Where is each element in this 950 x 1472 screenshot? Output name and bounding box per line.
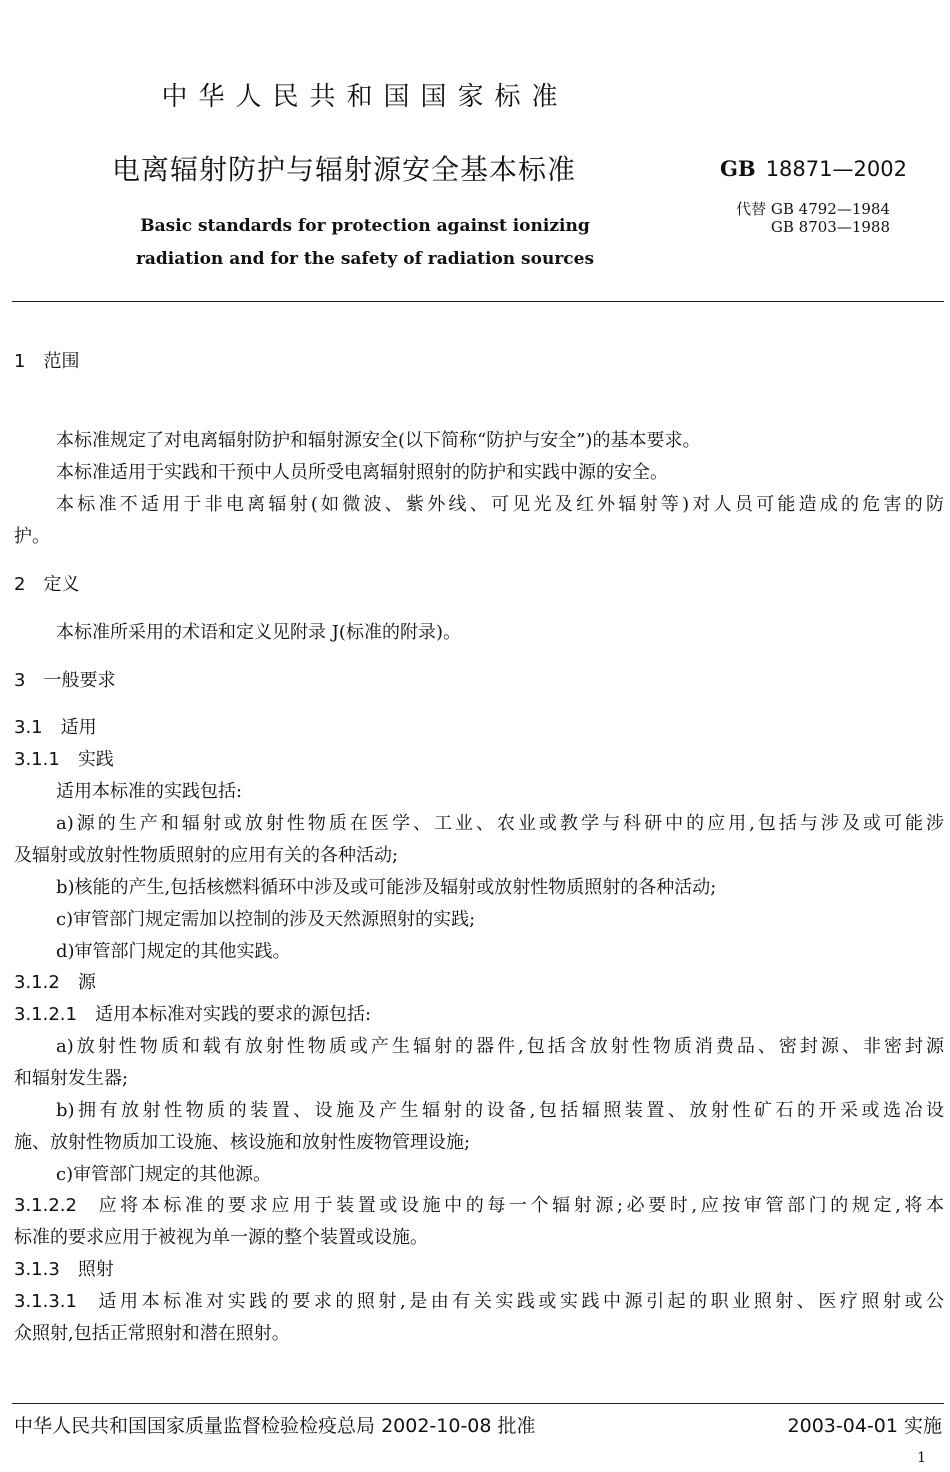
section-heading-2: 2 定义 [14, 574, 80, 595]
document-title-cn: 电离辐射防护与辐射源安全基本标准 [112, 153, 577, 186]
list-item: c)审管部门规定需加以控制的涉及天然源照射的实践; [56, 909, 476, 930]
paragraph-line: 众照射,包括正常照射和潜在照射。 [14, 1323, 290, 1344]
section-heading-3-1-3: 3.1.3 照射 [14, 1259, 114, 1280]
list-item: d)审管部门规定的其他实践。 [56, 941, 291, 962]
paragraph-line: 适用本标准的实践包括: [56, 781, 243, 802]
replaces-label: 代替 [736, 200, 767, 218]
replaces-standard-2: GB 8703—1988 [770, 218, 890, 236]
standard-code: 18871—2002 [765, 157, 907, 181]
title-en-line-2: radiation and for the safety of radiation sources [135, 249, 595, 269]
approve-date: 2002-10-08 [381, 1415, 492, 1437]
title-en-line-1: Basic standards for protection against ionizing [140, 216, 590, 236]
paragraph-line: 本标准适用于实践和干预中人员所受电离辐射照射的防护和实践中源的安全。 [56, 462, 668, 483]
list-item: a)放射性物质和载有放射性物质或产生辐射的器件,包括含放射性物质消费品、密封源、非密封源 [56, 1036, 944, 1057]
standard-prefix: GB [720, 156, 756, 181]
issuer-name: 中华人民共和国国家质量监督检验检疫总局 [14, 1415, 376, 1437]
effective-label: 实施 [903, 1415, 942, 1437]
section-heading-3: 3 一般要求 [14, 670, 116, 691]
paragraph-line: 标准的要求应用于被视为单一源的整个装置或设施。 [14, 1227, 428, 1248]
list-item: a)源的生产和辐射或放射性物质在医学、工业、农业或教学与科研中的应用,包括与涉及或可能涉 [56, 813, 944, 834]
list-item-continuation: 和辐射发生器; [14, 1068, 129, 1089]
list-item-continuation: 及辐射或放射性物质照射的应用有关的各种活动; [14, 845, 399, 866]
paragraph-line: 本标准规定了对电离辐射防护和辐射源安全(以下简称“防护与安全”)的基本要求。 [56, 430, 701, 451]
section-heading-3-1-2: 3.1.2 源 [14, 972, 96, 993]
clause-3-1-2-1: 3.1.2.1 适用本标准对实践的要求的源包括: [14, 1004, 372, 1025]
standard-number [720, 156, 907, 181]
footer-issuer [14, 1411, 536, 1438]
replaces-block [700, 200, 890, 236]
clause-3-1-2-2: 3.1.2.2 应将本标准的要求应用于装置或设施中的每一个辐射源;必要时,应按审管部门的规定,将本 [14, 1195, 944, 1216]
list-item: b)拥有放射性物质的装置、设施及产生辐射的设备,包括辐照装置、放射性矿石的开采或选冶设 [56, 1100, 944, 1121]
list-item: b)核能的产生,包括核燃料循环中涉及或可能涉及辐射或放射性物质照射的各种活动; [56, 877, 717, 898]
footer-effective [788, 1411, 942, 1438]
paragraph-line: 本标准不适用于非电离辐射(如微波、紫外线、可见光及红外辐射等)对人员可能造成的危害的防 [56, 494, 944, 515]
section-heading-3-1-1: 3.1.1 实践 [14, 749, 114, 770]
footer-divider [12, 1403, 944, 1404]
section-heading-1: 1 范围 [14, 351, 80, 372]
header-divider [12, 301, 944, 302]
paragraph-line: 本标准所采用的术语和定义见附录 J(标准的附录)。 [56, 622, 461, 643]
document-title-en [110, 210, 620, 276]
approve-label: 批准 [497, 1415, 536, 1437]
clause-3-1-3-1: 3.1.3.1 适用本标准对实践的要求的照射,是由有关实践或实践中源引起的职业照射、医疗照射或公 [14, 1291, 944, 1312]
country-standard-heading: 中华人民共和国国家标准 [161, 82, 569, 112]
paragraph-line: 护。 [14, 526, 50, 547]
effective-date: 2003-04-01 [787, 1415, 898, 1437]
section-heading-3-1: 3.1 适用 [14, 717, 97, 738]
list-item-continuation: 施、放射性物质加工设施、核设施和放射性废物管理设施; [14, 1132, 471, 1153]
replaces-standard-1: GB 4792—1984 [770, 200, 890, 218]
page-number: 1 [917, 1450, 926, 1466]
list-item: c)审管部门规定的其他源。 [56, 1164, 272, 1185]
